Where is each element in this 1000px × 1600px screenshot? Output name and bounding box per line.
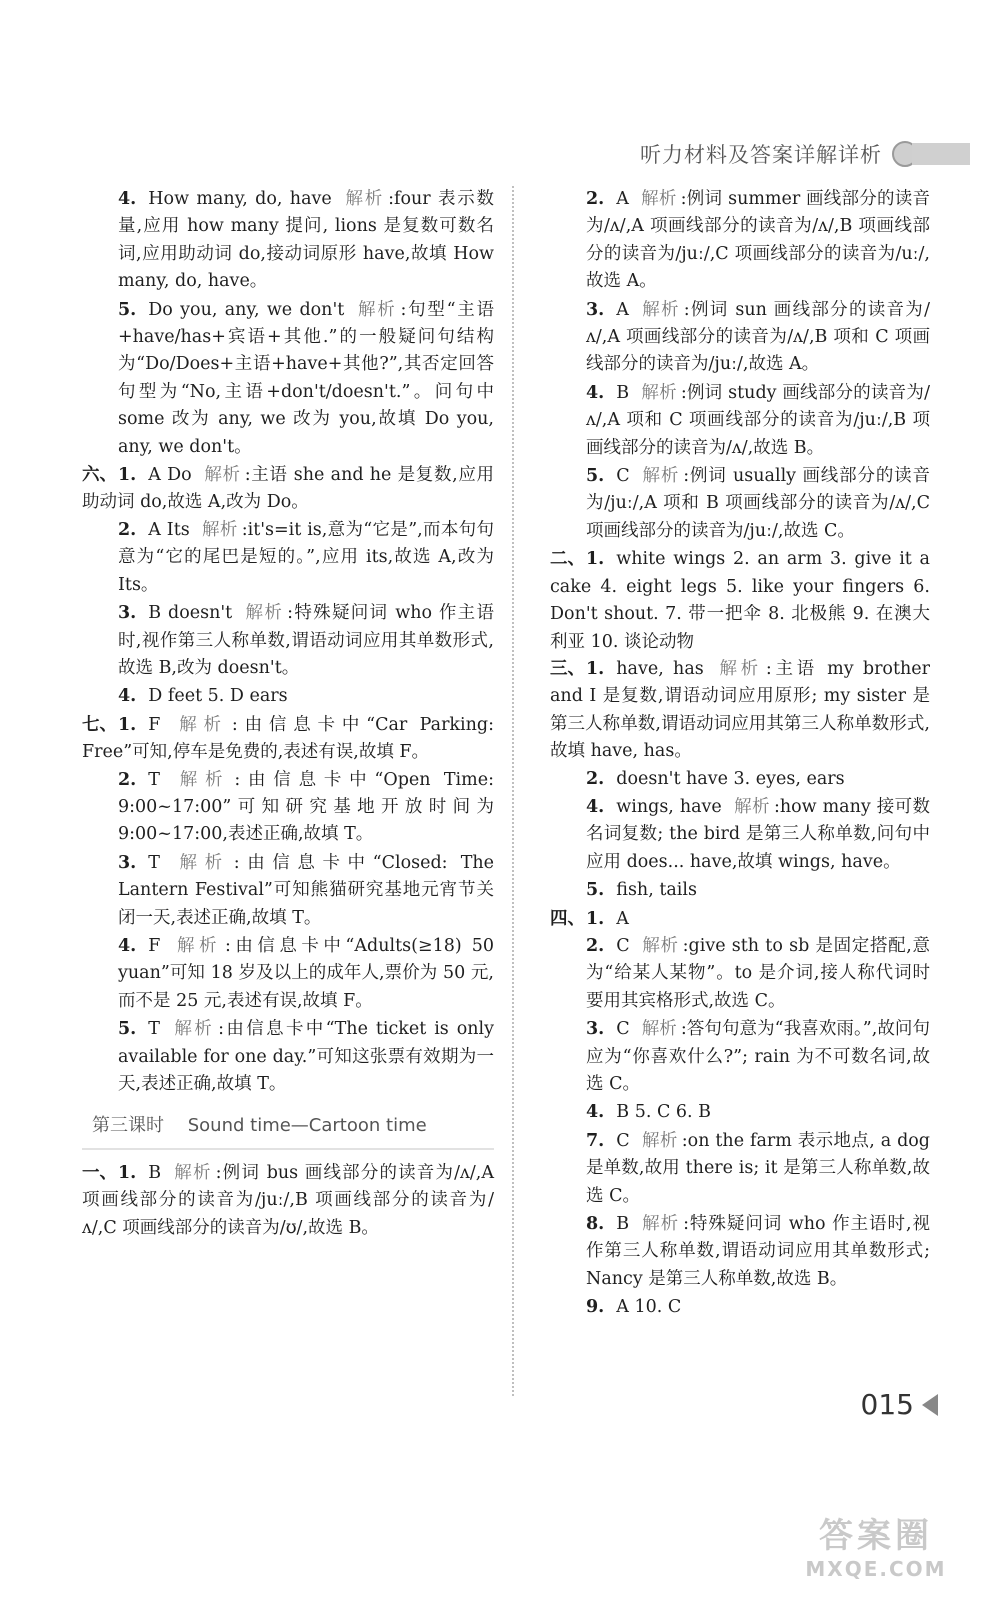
question-number: 5.	[586, 880, 605, 901]
answer-item	[82, 517, 494, 599]
answer-text: white wings 2. an arm 3. give it a cake 4. eight legs 5. like your fingers 6. Don't shout. 7. 带一把伞 8. 北极熊 9. 在澳大利亚 10. 谈论动物	[550, 549, 930, 652]
question-number: 9.	[586, 1297, 605, 1318]
answer-item	[550, 297, 930, 379]
page-number-text: 015	[860, 1388, 914, 1421]
answer-text: A	[616, 299, 629, 320]
explanation-tag: 解析	[203, 465, 241, 486]
answer-item	[550, 1211, 930, 1293]
answer-item	[550, 794, 930, 876]
left-column	[82, 186, 494, 1242]
section-number: 七、	[82, 714, 117, 735]
explanation-tag: 解析	[641, 1214, 680, 1235]
question-number: 5.	[118, 299, 137, 320]
answer-text: C	[616, 935, 630, 956]
explanation-tag: 解析	[172, 935, 221, 956]
answer-item	[82, 600, 494, 682]
answer-text: F	[148, 935, 161, 956]
question-number: 1.	[586, 908, 605, 929]
header-title: 听力材料及答案详解详析	[640, 143, 882, 167]
explanation-text: :句型“主语+have/has+宾语+其他.”的一般疑问句结构为“Do/Does+主语+have+其他?”,其否定回答句型为“No,主语+don't/doesn't.”。问句中 some 改为 any, we 改为 you,故填 Do you, any, we don't。	[118, 299, 495, 457]
explanation-tag: 解析	[171, 769, 231, 790]
page-header	[640, 136, 970, 172]
answer-item	[82, 297, 494, 461]
answer-text: B 5. C 6. B	[616, 1102, 712, 1123]
answer-item	[550, 877, 930, 904]
explanation-text: :例词 summer 画线部分的读音为/ʌ/,A 项画线部分的读音为/ʌ/,B 项画线部分的读音为/juː/,C 项画线部分的读音为/uː/,故选 A。	[586, 189, 931, 292]
answer-item	[550, 463, 930, 545]
answer-item	[550, 1099, 930, 1126]
answer-text: D feet 5. D ears	[148, 686, 288, 707]
answer-text: A Do	[148, 465, 192, 486]
answer-text: C	[616, 466, 630, 487]
lesson-heading	[82, 1112, 494, 1149]
explanation-tag: 解析	[641, 1130, 678, 1151]
explanation-text: :特殊疑问词 who 作主语时,视作第三人称单数,谓语动词应用其单数形式; Nancy 是第三人称单数,故选 B。	[586, 1214, 931, 1289]
question-number: 4.	[118, 935, 137, 956]
explanation-text: :由信息卡中“Car Parking: Free”可知,停车是免费的,表述有误,故填 F。	[82, 714, 495, 763]
question-number: 1.	[118, 1162, 137, 1183]
watermark	[776, 1508, 976, 1580]
question-number: 1.	[118, 465, 137, 486]
answer-text: T	[148, 852, 160, 873]
answer-text: C	[616, 1019, 630, 1040]
question-number: 2.	[118, 519, 137, 540]
explanation-tag: 解析	[173, 1162, 212, 1183]
explanation-tag: 解析	[171, 1019, 215, 1040]
question-number: 1.	[586, 549, 605, 570]
question-number: 4.	[118, 189, 137, 209]
explanation-text: :特殊疑问词 who 作主语时,视作第三人称单数,谓语动词应用其单数形式,故选 B,改为 doesn't。	[118, 603, 494, 678]
question-number: 3.	[586, 1019, 605, 1040]
lesson-subtitle: Sound time—Cartoon time	[187, 1115, 427, 1137]
explanation-tag: 解析	[641, 935, 679, 956]
explanation-text: :由信息卡中“The ticket is only available for one day.”可知这张票有效期为一天,表述正确,故填 T。	[118, 1019, 495, 1094]
answer-item	[550, 906, 930, 933]
answer-item	[82, 462, 494, 517]
right-column	[550, 186, 930, 1323]
explanation-tag: 解析	[640, 299, 680, 320]
answer-item	[550, 186, 930, 296]
answer-item	[82, 767, 494, 849]
explanation-text: :give sth to sb 是固定搭配,意为“给某人某物”。to 是介词,接人称代词时要用其宾格形式,故选 C。	[586, 935, 930, 1011]
answer-item	[550, 380, 930, 462]
explanation-tag: 解析	[171, 852, 230, 873]
explanation-text: :例词 usually 画线部分的读音为/juː/,A 项和 B 项画线部分的读音为/ʌ/,C 项画线部分的读音为/juː/,故选 C。	[586, 466, 931, 541]
answer-text: fish, tails	[616, 880, 697, 901]
answer-text: A	[616, 189, 629, 209]
answer-item	[550, 1016, 930, 1098]
question-number: 2.	[586, 768, 605, 789]
answer-text: T	[148, 1019, 160, 1040]
answer-item	[82, 850, 494, 932]
watermark-logo: 答案圈	[819, 1516, 933, 1556]
answer-text: B	[148, 1162, 162, 1183]
answer-text: wings, have	[616, 796, 722, 817]
question-number: 1.	[586, 658, 605, 679]
explanation-tag: 解析	[640, 189, 677, 209]
explanation-tag: 解析	[201, 519, 238, 540]
question-number: 4.	[586, 796, 605, 817]
answer-text: have, has	[616, 658, 704, 679]
question-number: 2.	[586, 935, 605, 956]
answer-text: B doesn't	[148, 603, 233, 624]
answer-text: B	[616, 382, 630, 403]
explanation-tag: 解析	[641, 466, 680, 487]
section-number: 三、	[550, 658, 585, 679]
explanation-tag: 解析	[715, 658, 762, 679]
answer-item	[550, 1294, 930, 1321]
question-number: 2.	[586, 189, 605, 209]
explanation-text: :由信息卡中“Adults(≥18) 50 yuan”可知 18 岁及以上的成年人,票价为 50 元,而不是 25 元,表述有误,故填 F。	[118, 935, 495, 1011]
question-number: 4.	[118, 686, 137, 707]
question-number: 1.	[118, 714, 137, 735]
question-number: 3.	[118, 603, 137, 624]
triangle-left-icon	[922, 1394, 938, 1416]
explanation-text: :例词 bus 画线部分的读音为/ʌ/,A 项画线部分的读音为/juː/,B 项画线部分的读音为/ʌ/,C 项画线部分的读音为/ʊ/,故选 B。	[82, 1162, 494, 1238]
explanation-text: :主语 she and he 是复数,应用助动词 do,故选 A,改为 Do。	[82, 465, 494, 513]
question-number: 8.	[586, 1214, 605, 1235]
explanation-tag: 解析	[244, 603, 284, 624]
answer-item	[550, 766, 930, 793]
question-number: 3.	[118, 852, 137, 873]
answer-item	[550, 1128, 930, 1210]
section-number: 一、	[82, 1162, 117, 1183]
question-number: 5.	[586, 466, 605, 487]
explanation-text: :由信息卡中“Closed: The Lantern Festival”可知熊猫研究基地元宵节关闭一天,表述正确,故填 T。	[118, 852, 494, 928]
section-number: 六、	[82, 465, 117, 486]
explanation-tag: 解析	[356, 299, 397, 320]
explanation-text: :由信息卡中“Open Time: 9:00~17:00”可知研究基地开放时间为 9:00~17:00,表述正确,故填 T。	[118, 769, 495, 845]
explanation-text: :it's=it is,意为“它是”,而本句句意为“它的尾巴是短的。”,应用 its,故选 A,改为 Its。	[118, 519, 494, 595]
explanation-text: :例词 study 画线部分的读音为/ʌ/,A 项和 C 项画线部分的读音为/juː/,B 项画线部分的读音为/ʌ/,故选 B。	[586, 382, 930, 458]
answer-text: F	[148, 714, 161, 735]
explanation-tag: 解析	[172, 714, 228, 735]
question-number: 5.	[118, 1019, 137, 1040]
answer-item	[82, 1016, 494, 1098]
watermark-url: MXQE.COM	[805, 1557, 947, 1581]
explanation-tag: 解析	[733, 796, 770, 817]
explanation-text: :答句句意为“我喜欢雨。”,故问句应为“你喜欢什么?”; rain 为不可数名词,故选 C。	[586, 1019, 930, 1094]
explanation-tag: 解析	[641, 382, 677, 403]
explanation-text: :主语 my brother and I 是复数,谓语动词应用原形; my sister 是第三人称单数,谓语动词应用其第三人称单数形式,故填 have, has。	[550, 658, 930, 762]
section-number: 四、	[550, 908, 585, 929]
question-number: 4.	[586, 382, 605, 403]
answer-item	[82, 712, 494, 767]
question-number: 3.	[586, 299, 605, 320]
header-decoration-bar	[912, 143, 970, 165]
explanation-text: :例词 sun 画线部分的读音为/ʌ/,A 项画线部分的读音为/ʌ/,B 项和 C 项画线部分的读音为/juː/,故选 A。	[586, 299, 930, 375]
explanation-tag: 解析	[343, 189, 385, 209]
answer-text: How many, do, have	[148, 189, 332, 209]
column-divider	[512, 186, 514, 1396]
answer-item	[550, 656, 930, 766]
answer-item	[550, 933, 930, 1015]
answer-item	[82, 933, 494, 1015]
section-number: 二、	[550, 549, 585, 570]
answer-text: C	[616, 1130, 630, 1151]
answer-text: A	[616, 908, 629, 929]
answer-text: A 10. C	[616, 1297, 682, 1318]
explanation-text: :four 表示数量,应用 how many 提问, lions 是复数可数名词,应用助动词 do,接动词原形 have,故填 How many, do, have。	[118, 189, 495, 292]
answer-item	[82, 186, 494, 296]
answer-text: T	[148, 769, 160, 790]
answer-text: Do you, any, we don't	[148, 299, 345, 320]
answer-text: B	[616, 1214, 630, 1235]
explanation-text: :how many 接可数名词复数; the bird 是第三人称单数,问句中应用 does... have,故填 wings, have。	[586, 796, 930, 872]
answer-item	[82, 1160, 494, 1242]
question-number: 2.	[118, 769, 137, 790]
answer-item	[550, 546, 930, 656]
explanation-text: :on the farm 表示地点, a dog 是单数,故用 there is; it 是第三人称单数,故选 C。	[586, 1130, 931, 1206]
answer-text: doesn't have 3. eyes, ears	[616, 768, 845, 789]
answer-text: A Its	[148, 519, 190, 540]
explanation-tag: 解析	[641, 1019, 677, 1040]
answer-item	[82, 683, 494, 710]
question-number: 7.	[586, 1130, 605, 1151]
lesson-title: 第三课时	[92, 1115, 164, 1137]
question-number: 4.	[586, 1102, 605, 1123]
page-number	[861, 1388, 938, 1421]
